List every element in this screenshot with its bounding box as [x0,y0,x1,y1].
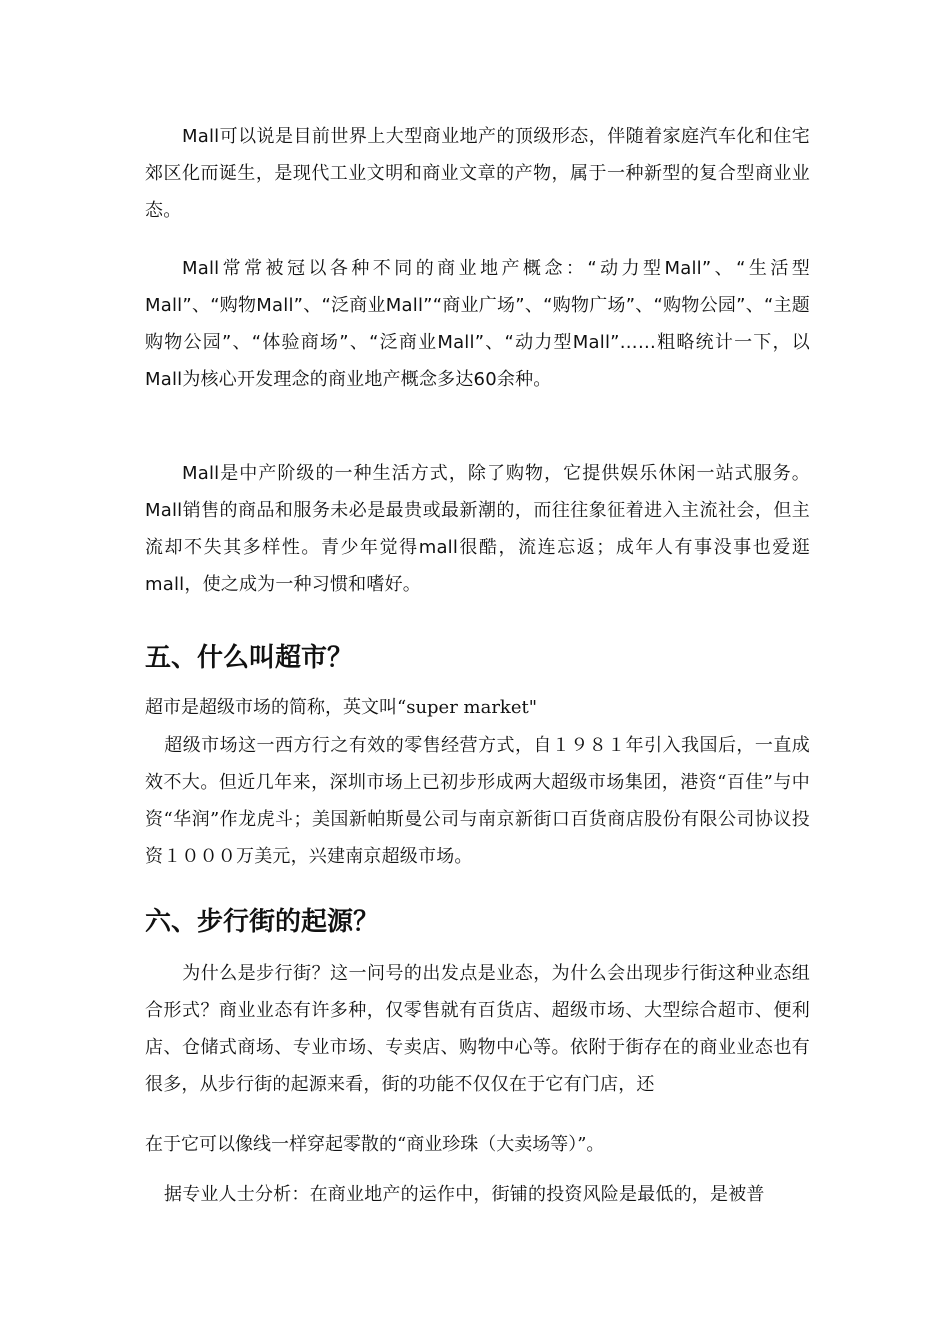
paragraph-mall-definition [145,118,810,229]
paragraph-mall-lifestyle [145,455,810,603]
paragraph-supermarket-history [145,727,810,875]
section-heading-pedestrian-street: 六、步行街的起源？ [145,907,380,937]
paragraph-text: 超级市场这一西方行之有效的零售经营方式，自１９８１年引入我国后，一直成效不大。但近几年来，深圳市场上已初步形成两大超级市场集团，港资“百佳”与中资“华润”作龙虎斗；美国新帕斯曼公司与南京新街口百货商店股份有限公司协议投资１０００万美元，兴建南京超级市场。 [145,735,810,867]
paragraph-text: Mall常常被冠以各种不同的商业地产概念：“动力型Mall”、“生活型Mall”、“购物Mall”、“泛商业Mall”“商业广场”、“购物广场”、“购物公园”、“主题购物公园”、“体验商场”、“泛商业Mall”、“动力型Mall”……粗略统计一下，以Mall为核心开发理念的商业地产概念多达60余种。 [145,258,810,390]
section-heading-supermarket: 五、什么叫超市？ [145,643,354,673]
paragraph-text: 为什么是步行街？这一问号的出发点是业态，为什么会出现步行街这种业态组合形式？商业业态有许多种，仅零售就有百货店、超级市场、大型综合超市、便利店、仓储式商场、专业市场、专卖店、购物中心等。依附于街存在的商业业态也有很多，从步行街的起源来看，街的功能不仅仅在于它有门店，还 [145,963,810,1095]
paragraph-text: 据专业人士分析：在商业地产的运作中，街铺的投资风险是最低的，是被普 [164,1184,765,1205]
paragraph-expert-analysis [145,1176,810,1213]
paragraph-text: Mall可以说是目前世界上大型商业地产的顶级形态，伴随着家庭汽车化和住宅郊区化而诞生，是现代工业文明和商业文章的产物，属于一种新型的复合型商业业态。 [145,126,810,221]
paragraph-pedestrian-street-origin [145,955,810,1103]
paragraph-continuation: 在于它可以像线一样穿起零散的“商业珍珠（大卖场等）”。 [145,1134,605,1155]
paragraph-text: Mall是中产阶级的一种生活方式，除了购物，它提供娱乐休闲一站式服务。Mall销售的商品和服务未必是最贵或最新潮的，而往往象征着进入主流社会，但主流却不失其多样性。青少年觉得mall很酷，流连忘返；成年人有事没事也爱逛mall，使之成为一种习惯和嗜好。 [145,463,810,595]
supermarket-intro: 超市是超级市场的简称，英文叫“super market" [145,697,538,718]
paragraph-mall-concepts [145,250,810,398]
